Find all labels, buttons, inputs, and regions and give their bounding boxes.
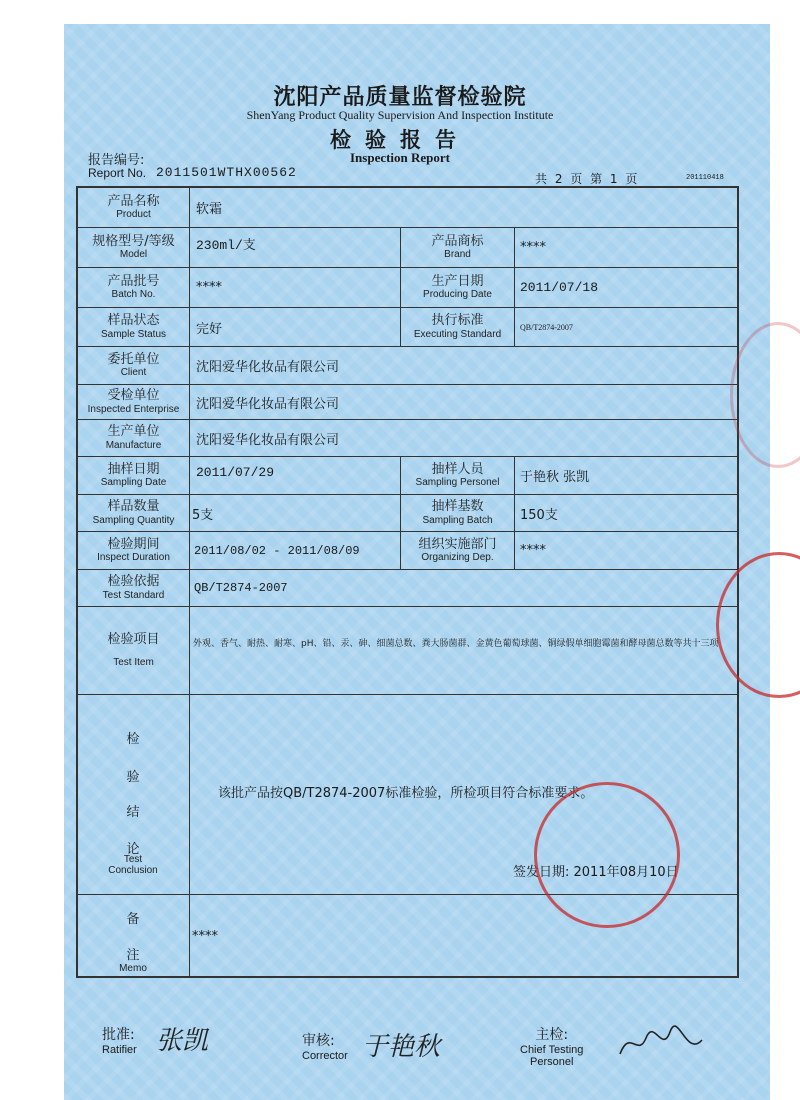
report-no-label-cn: 报告编号: [88, 153, 145, 168]
sample-status-label-cn: 样品状态 [107, 313, 160, 329]
producing-date-value: 2011/07/18 [520, 280, 599, 295]
sample-status-label [78, 308, 189, 346]
sample-status-value: 完好 [196, 321, 223, 337]
test-standard-label-en: Test Standard [102, 589, 165, 601]
test-item-value: 外观、香气、耐热、耐寒、pH、铅、汞、砷、细菌总数、粪大肠菌群、金黄色葡萄球菌、铜绿假单细胞霉菌和酵母菌总数等共十三项 [193, 639, 719, 649]
inspected-enterprise-label-cn: 受检单位 [107, 388, 160, 404]
report-no-value: 2011501WTHX00562 [156, 165, 297, 180]
producing-date-label-en: Producing Date [423, 289, 492, 301]
conclusion-value: 该批产品按QB/T2874-2007标准检验，所检项目符合标准要求。 [218, 785, 594, 801]
product-label [78, 188, 189, 227]
ratifier-block [102, 1024, 137, 1056]
model-value: 230ml/支 [196, 237, 256, 253]
brand-value: **** [520, 240, 546, 255]
sampling-personel-label-en: Sampling Personel [415, 477, 500, 489]
sampling-date-label-en: Sampling Date [100, 477, 167, 489]
batch-label [78, 268, 189, 307]
col-line [514, 227, 515, 346]
memo-label-en-text: Memo [119, 962, 147, 974]
conclusion-char: 验 [126, 770, 140, 785]
row-line [76, 694, 739, 695]
sampling-personel-label [401, 457, 514, 494]
sampling-batch-label-cn: 抽样基数 [431, 499, 484, 515]
manufacture-label-en: Manufacture [105, 439, 162, 451]
inspected-enterprise-value: 沈阳爱华化妆品有限公司 [196, 396, 340, 412]
executing-standard-value: QB/T2874-2007 [520, 322, 573, 332]
chief-label-cn: 主检: [535, 1027, 569, 1043]
table-border-bottom [76, 976, 739, 978]
corrector-label-en: Corrector [302, 1050, 348, 1062]
col-line [514, 456, 515, 569]
brand-label-en: Brand [444, 249, 471, 261]
corrector-label-cn: 审核: [302, 1033, 335, 1049]
product-label-en: Product [116, 209, 151, 221]
client-label [78, 347, 189, 384]
sampling-date-label [78, 457, 189, 494]
brand-label-cn: 产品商标 [431, 233, 484, 249]
form-code: 201110418 [686, 174, 724, 182]
sampling-batch-value: 150支 [520, 507, 558, 523]
ratifier-signature: 张凯 [156, 1026, 209, 1056]
memo-value: **** [192, 928, 218, 944]
col-line [189, 186, 190, 978]
producing-date-label-cn: 生产日期 [431, 273, 484, 289]
chief-label-en-2: Personel [529, 1056, 574, 1068]
model-label-en: Model [119, 249, 148, 261]
manufacture-label [78, 420, 189, 456]
product-label-cn: 产品名称 [107, 193, 160, 209]
batch-label-cn: 产品批号 [107, 273, 160, 289]
inspect-duration-label [78, 532, 189, 569]
conclusion-label-en-text: Test Conclusion [108, 854, 158, 876]
test-item-label-en: Test Item [113, 657, 154, 669]
test-standard-label [78, 570, 189, 606]
memo-label-en [88, 960, 178, 976]
executing-standard-label-cn: 执行标准 [431, 313, 484, 329]
manufacture-label-cn: 生产单位 [107, 424, 160, 440]
sample-status-label-en: Sample Status [100, 328, 167, 340]
ratifier-label-cn: 批准: [102, 1027, 135, 1043]
manufacture-value: 沈阳爱华化妆品有限公司 [196, 432, 340, 448]
chief-label-en-1: Chief Testing [520, 1044, 584, 1056]
conclusion-char: 论 [126, 842, 140, 857]
report-title-cn: 检验报告 [330, 128, 470, 152]
chief-signature-scribble [612, 1018, 712, 1068]
model-label [78, 228, 189, 267]
producing-date-label [401, 268, 514, 307]
memo-char: 备 [126, 912, 140, 927]
issue-date: 签发日期: 2011年08月10日 [513, 864, 679, 880]
sampling-quantity-label [78, 495, 189, 531]
inspect-duration-label-cn: 检验期间 [107, 536, 160, 552]
inspect-duration-value: 2011/08/02 - 2011/08/09 [194, 543, 360, 558]
client-label-cn: 委托单位 [107, 351, 160, 367]
client-value: 沈阳爱华化妆品有限公司 [196, 360, 340, 375]
inspected-enterprise-label-en: Inspected Enterprise [87, 403, 180, 415]
sampling-date-value: 2011/07/29 [196, 464, 275, 480]
organizing-dep-label-en: Organizing Dep. [421, 552, 494, 564]
sampling-date-label-cn: 抽样日期 [107, 461, 160, 477]
sampling-quantity-label-en: Sampling Quantity [92, 514, 175, 526]
executing-standard-label [401, 308, 514, 346]
ratifier-label-en: Ratifier [102, 1044, 137, 1056]
sampling-batch-label-en: Sampling Batch [422, 514, 493, 526]
corrector-signature: 于艳秋 [362, 1032, 441, 1062]
sampling-personel-value: 于艳秋 张凯 [520, 470, 590, 485]
executing-standard-label-en: Executing Standard [413, 328, 502, 340]
sampling-quantity-value: 5支 [192, 507, 214, 523]
corrector-block [302, 1030, 348, 1062]
report-no-label-en: Report No. [88, 166, 147, 180]
report-title-en: Inspection Report [349, 150, 451, 165]
conclusion-char: 结 [126, 805, 140, 820]
model-label-cn: 规格型号/等级 [92, 233, 175, 249]
inspected-enterprise-label [78, 385, 189, 419]
official-seal-stamp [534, 782, 680, 928]
test-item-label-cn: 检验项目 [107, 631, 160, 647]
chief-block [520, 1024, 583, 1068]
institute-title-cn: 沈阳产品质量监督检验院 [273, 85, 527, 110]
organizing-dep-label [401, 532, 514, 569]
test-item-label [78, 607, 189, 694]
inspect-duration-label-en: Inspect Duration [97, 552, 170, 564]
sampling-personel-label-cn: 抽样人员 [431, 461, 484, 477]
test-standard-value: QB/T2874-2007 [194, 581, 288, 595]
institute-title-en: ShenYang Product Quality Supervision And Inspection Institute [246, 108, 554, 122]
sampling-batch-label [401, 495, 514, 531]
memo-char: 注 [126, 948, 140, 963]
conclusion-char: 检 [126, 732, 140, 747]
test-standard-label-cn: 检验依据 [107, 574, 160, 590]
organizing-dep-label-cn: 组织实施部门 [418, 536, 497, 552]
sampling-quantity-label-cn: 样品数量 [107, 499, 160, 515]
page-count: 共 2 页 第 1 页 [535, 172, 640, 186]
conclusion-label-en [88, 850, 178, 880]
organizing-dep-value: **** [520, 543, 546, 558]
batch-value: **** [196, 280, 222, 295]
batch-label-en: Batch No. [111, 289, 156, 301]
client-label-en: Client [120, 367, 147, 379]
product-value: 软霜 [196, 202, 223, 217]
brand-label [401, 228, 514, 267]
